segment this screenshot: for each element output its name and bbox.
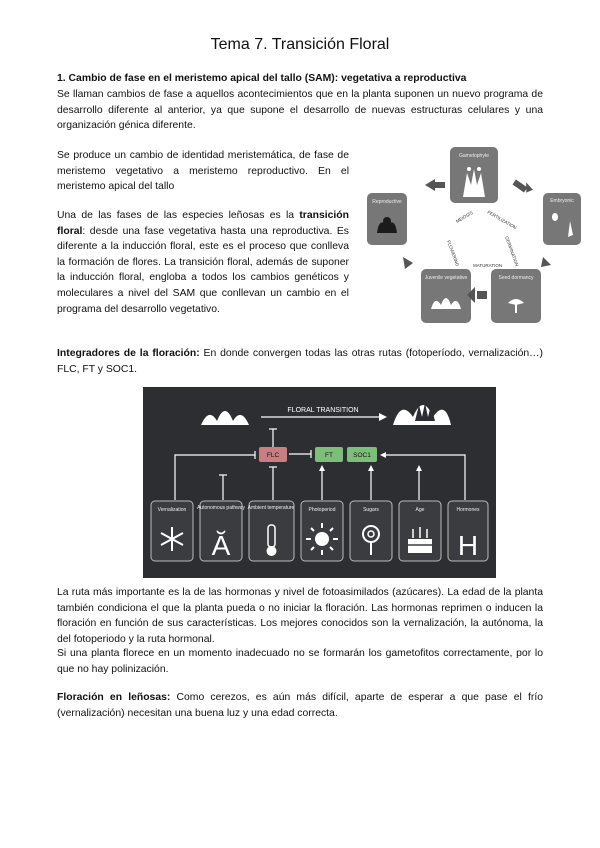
cycle-label-embryonic: Embryonic	[550, 198, 574, 204]
cycle-node-embryonic	[543, 193, 581, 245]
intro-paragraph: Se llaman cambios de fase a aquellos acontecimientos que en la planta suponen un nuevo programa de desarrollo diferente al anterior, ya que supone el desarrollo de nuevas estructuras celulares y una organización génica diferente.	[57, 89, 543, 132]
pathway-age	[399, 501, 441, 561]
arc-label-fertilization: FERTILIZATION	[486, 209, 518, 231]
a-breve-icon: Ă	[211, 530, 231, 561]
pathway-vernalization	[151, 501, 193, 561]
cycle-label-gametophyte: Gametophyte	[458, 153, 490, 159]
pathway-label-hormones: Hormones	[456, 507, 480, 513]
cycle-node-reproductive	[367, 193, 407, 245]
woody-term: transición floral	[57, 210, 349, 237]
pathway-label-vernalization: Vernalization	[157, 507, 187, 513]
gene-label-flc: FLC	[266, 452, 280, 459]
cycle-node-seed-dormancy	[491, 269, 541, 323]
pathway-photoperiod	[301, 501, 343, 561]
cycle-node-gametophyte	[450, 147, 498, 203]
identity-paragraph: Se produce un cambio de identidad meristemática, de fase de meristemo vegetativo a meristemo reproductivo. En el meristemo apical del tallo	[57, 150, 349, 193]
pathway-label-age: Age	[415, 507, 425, 513]
arc-label-meiosis: MEIOSIS	[455, 210, 474, 224]
pathway-label-sugars: Sugars	[363, 507, 379, 513]
cycle-label-reproductive: Reproductive	[372, 199, 402, 205]
arc-label-maturation: MATURATION	[473, 263, 503, 268]
h-icon: H	[457, 530, 479, 561]
pathway-label-temperature: Ambient temperature	[247, 505, 295, 511]
integrators-text: En donde convergen todas las otras rutas (fotoperíodo, vernalización…) FLC, FT y SOC1.	[57, 348, 543, 375]
woody-paragraph	[57, 208, 349, 317]
section-heading: 1. Cambio de fase en el meristemo apical del tallo (SAM): vegetativa a reproductiva	[57, 73, 467, 84]
pathway-autonomous	[197, 501, 246, 561]
arc-label-germination: GERMINATION	[504, 235, 520, 267]
hormones-paragraph: La ruta más importante es la de las hormonas y nivel de fotoasimilados (azúcares). La edad de la planta también condiciona el que la planta pueda o no iniciar la floración. Las hormonas reprimen o inducen la floración en función de sus características. Los mejores conocidos son la vernalización, la autónoma, la del fotoperiodo y la ruta hormonal.	[57, 587, 543, 645]
pathway-label-autonomous: Autonomous pathway	[196, 505, 246, 511]
pathway-hormones	[448, 501, 488, 561]
cycle-node-juvenile	[421, 269, 471, 323]
flowering-pathways-figure	[143, 387, 496, 578]
pathway-ambient-temperature	[248, 501, 295, 561]
cycle-label-seed: Seed dormancy	[498, 275, 534, 281]
gene-label-ft: FT	[325, 452, 333, 459]
woody-text-start: Una de las fases de las especies leñosas es la	[57, 210, 300, 221]
transition-label: FLORAL TRANSITION	[287, 407, 359, 414]
woody-flowering-label: Floración en leñosas:	[57, 692, 171, 703]
arc-label-flowering: FLOWERING	[446, 239, 461, 267]
woody-text-end: : desde una fase vegetativa hasta una reproductiva. Es diferente a la inducción floral, este es el proceso que conlleva la formación de flores. La transición floral, además de suponer la inducción floral, engloba a todos los cambios genéticos y moleculares a nivel del SAM que conllevan un cambio en el programa del desarrollo vegetativo.	[57, 225, 349, 315]
page-title: Tema 7. Transición Floral	[210, 36, 390, 53]
woody-flowering-text: Como cerezos, es aún más difícil, aparte de esperar a que pase el frío (vernalización) necesitan una buena luz y una edad correcta.	[57, 692, 543, 719]
woody-flowering-paragraph	[57, 690, 543, 721]
cycle-label-juvenile: Juvenile vegetative	[424, 275, 468, 281]
pathway-label-photoperiod: Photoperiod	[308, 507, 336, 513]
pathway-sugars	[350, 501, 392, 561]
gene-label-soc1: SOC1	[353, 452, 371, 459]
integrators-label: Integradores de la floración:	[57, 348, 200, 359]
life-cycle-figure	[365, 145, 590, 325]
timing-paragraph: Si una planta florece en un momento inadecuado no se formarán los gametofitos correctamente, por lo que no hay polinización.	[57, 648, 543, 675]
integrators-paragraph	[57, 346, 543, 377]
